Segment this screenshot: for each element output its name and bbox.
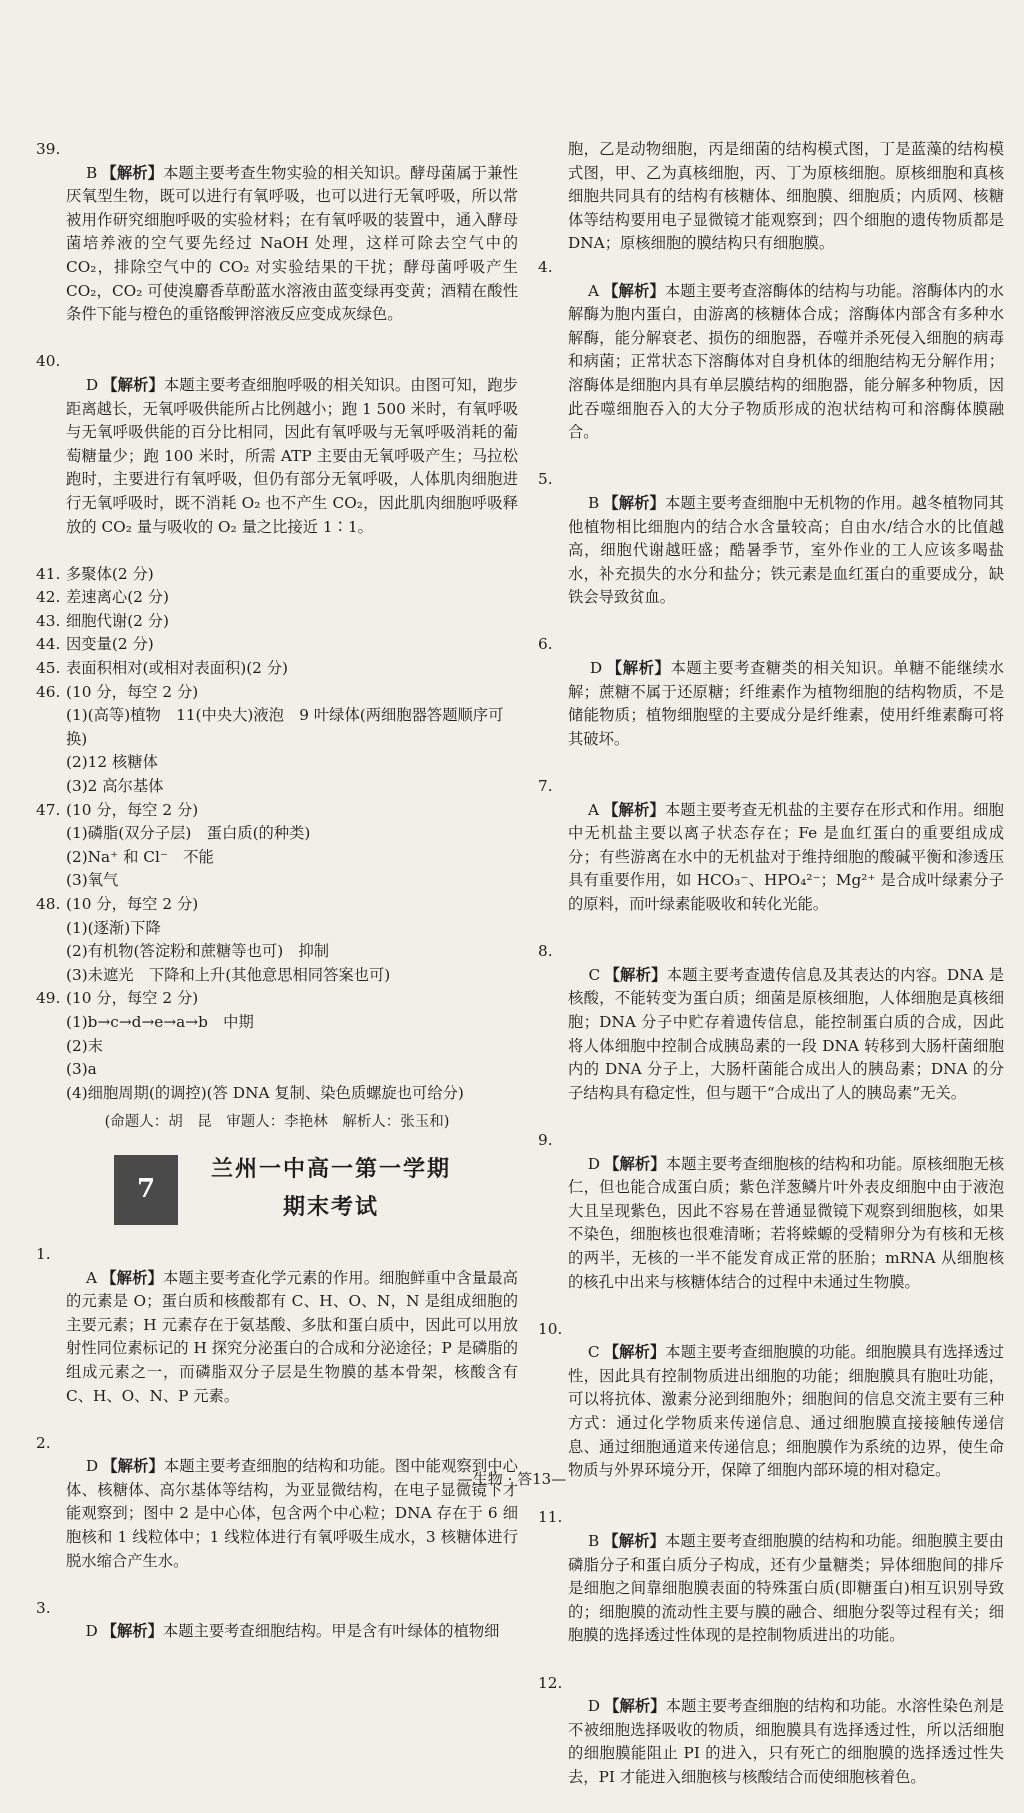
- answer-39: [36, 138, 523, 350]
- item-number: 47.: [36, 800, 61, 819]
- answer-5: [538, 468, 1004, 633]
- analysis-tag: 【解析】: [606, 659, 671, 678]
- item-number: 12.: [538, 1673, 563, 1692]
- answer-12: [538, 1672, 1004, 1813]
- item-answer: C: [588, 965, 601, 984]
- item-answer: C: [587, 1343, 600, 1362]
- credits-line: (命题人：胡 昆 审题人：李艳林 解析人：张玉和): [104, 1114, 450, 1131]
- sub-answer: (3)a: [66, 1060, 97, 1079]
- sub-answer: (3)未遮光 下降和上升(其他意思相同答案也可): [66, 965, 391, 984]
- score-note: (10 分，每空 2 分): [66, 989, 199, 1008]
- item-number: 6.: [538, 635, 553, 654]
- item-number: 40.: [36, 352, 61, 371]
- analysis-text: 本题主要考查细胞的结构和功能。图中能观察到中心体、核糖体、高尔基体等结构，为亚显微结构，在电子显微镜下才能观察到；图中 2 是中心体，包含两个中心粒；DNA 存在于 6 细胞核和 1 线粒体中；1 线粒体进行有氧呼吸生成水，3 核糖体进行脱水缩合产生水。: [66, 1457, 518, 1570]
- item-number: 8.: [538, 942, 553, 961]
- answer-42: [36, 586, 518, 610]
- analysis-text: 本题主要考查细胞呼吸的相关知识。由图可知，跑步距离越长，无氧呼吸供能所占比例越小；跑 1 500 米时，有氧呼吸与无氧呼吸供能的百分比相同，因此有氧呼吸与无氧呼吸消耗的葡萄糖量少；跑 100 米时，所需 ATP 主要由无氧呼吸产生；马拉松跑时，主要进行有氧呼吸，但仍有部分无氧呼吸，人体肌肉细胞进行无氧呼吸时，既不消耗 O₂ 也不产生 CO₂，因此肌肉细胞呼吸释放的 CO₂ 量与吸收的 O₂ 量之比接近 1∶1。: [66, 375, 518, 536]
- analysis-text: 本题主要考查细胞结构。甲是含有叶绿体的植物细: [162, 1622, 500, 1641]
- item-number: 43.: [36, 611, 61, 630]
- item-number: 41.: [36, 564, 61, 583]
- item-number: 42.: [36, 588, 61, 607]
- item-answer: B: [587, 1532, 600, 1551]
- item-answer: D: [85, 1457, 99, 1476]
- answer-text: 表面积相对(或相对表面积)(2 分): [66, 659, 289, 678]
- item-answer: D: [589, 659, 603, 678]
- analysis-text: 本题主要考查遗传信息及其表达的内容。DNA 是核酸，不能转变为蛋白质；细菌是原核细胞，人体细胞是真核细胞；DNA 分子中贮存着遗传信息，能控制蛋白质的合成，因此将人体细胞中控制合成胰岛素的一段 DNA 转移到大肠杆菌细胞内的 DNA 分子上，大肠杆菌能合成出人的胰岛素；DNA 的分子结构具有稳定性，但与题干“合成出了人的胰岛素”无关。: [568, 965, 1004, 1102]
- sub-answer: (2)有机物(答淀粉和蔗糖等也可) 抑制: [66, 942, 330, 961]
- item-answer: A: [587, 800, 600, 819]
- item-number: 2.: [36, 1433, 51, 1452]
- score-note: (10 分，每空 2 分): [66, 682, 199, 701]
- answer-45: [36, 657, 518, 681]
- answer-40: [36, 350, 518, 562]
- item-answer: B: [587, 493, 600, 512]
- item-answer: D: [85, 1622, 98, 1641]
- answer-8: [538, 940, 1004, 1129]
- answer-4: [538, 256, 1004, 468]
- answer-44: [36, 633, 518, 657]
- right-column: [538, 138, 1009, 1813]
- item-number: 9.: [538, 1130, 553, 1149]
- sub-answer: (3)2 高尔基体: [66, 777, 164, 796]
- score-note: (10 分，每空 2 分): [66, 800, 199, 819]
- analysis-tag: 【解析】: [603, 800, 665, 819]
- item-number: 45.: [36, 659, 61, 678]
- section-banner: [36, 1147, 518, 1233]
- item-number: 11.: [538, 1508, 563, 1527]
- answer-text: 多聚体(2 分): [66, 564, 154, 583]
- sub-answer: (2)12 核糖体: [66, 753, 158, 772]
- item-answer: D: [587, 1154, 601, 1173]
- answer-9: [538, 1129, 1004, 1318]
- sub-answer: (1)(高等)植物 11(中央大)液泡 9 叶绿体(两细胞器答题顺序可换): [66, 706, 504, 748]
- item-number: 39.: [36, 140, 61, 158]
- analysis-tag: 【解析】: [603, 281, 665, 300]
- item-number: 3.: [36, 1598, 51, 1617]
- analysis-tag: 【解析】: [604, 1697, 666, 1716]
- item-number: 5.: [538, 470, 553, 489]
- item-number: 7.: [538, 777, 553, 796]
- answer-3-continued: [538, 138, 1009, 256]
- item-answer: B: [86, 163, 98, 182]
- answer-text: 差速离心(2 分): [66, 588, 170, 607]
- page-footer: —生物 · 答13—: [457, 1470, 567, 1488]
- item-answer: D: [587, 1697, 601, 1716]
- analysis-tag: 【解析】: [603, 1532, 665, 1551]
- sub-answer: (1)b→c→d→e→a→b 中期: [66, 1012, 254, 1031]
- sub-answer: (2)末: [66, 1036, 103, 1055]
- left-column: [36, 138, 523, 1668]
- analysis-text: 本题主要考查化学元素的作用。细胞鲜重中含量最高的元素是 O；蛋白质和核酸都有 C、H、O、N，N 是组成细胞的主要元素；H 元素存在于氨基酸、多肽和蛋白质中，因此可以用放射性同位素标记的 H 探究分泌蛋白的合成和分泌途径；P 是磷脂的组成元素之一，而磷脂双分子层是生物膜的基本骨架，核酸含有 C、H、O、N、P 元素。: [66, 1268, 523, 1405]
- section-title-line1: 兰州一中高一第一学期: [210, 1156, 451, 1182]
- analysis-tag: 【解析】: [101, 1268, 163, 1287]
- section-title-line2: 期末考试: [282, 1194, 379, 1220]
- item-number: 49.: [36, 989, 61, 1008]
- analysis-tag: 【解析】: [102, 1457, 164, 1476]
- item-answer: A: [587, 281, 600, 300]
- analysis-text: 本题主要考查糖类的相关知识。单糖不能继续水解；蔗糖不属于还原糖；纤维素作为植物细胞的结构物质，不是储能物质；植物细胞壁的主要成分是纤维素，使用纤维素酶可将其破坏。: [568, 659, 1004, 748]
- item-number: 1.: [36, 1244, 51, 1263]
- analysis-text: 本题主要考查无机盐的主要存在形式和作用。细胞中无机盐主要以离子状态存在；Fe 是血红蛋白的重要组成成分；有些游离在水中的无机盐对于维持细胞的酸碱平衡和渗透压具有重要作用，如 HCO₃⁻、HPO₄²⁻；Mg²⁺ 是合成叶绿素分子的原料，而叶绿素能吸收和转化光能。: [568, 800, 1004, 913]
- answer-3: [36, 1597, 518, 1668]
- analysis-text: 本题主要考查溶酶体的结构与功能。溶酶体内的水解酶为胞内蛋白，由游离的核糖体合成；溶酶体内部含有多种水解酶，能分解衰老、损伤的细胞器，吞噬并杀死侵入细胞的病毒和病菌；正常状态下溶酶体对自身机体的细胞结构无分解作用；溶酶体是细胞内具有单层膜结构的细胞器，能分解多种物质，因此吞噬细胞吞入的大分子物质形成的泡状结构可和溶酶体膜融合。: [568, 281, 1004, 442]
- analysis-tag: 【解析】: [101, 163, 164, 182]
- item-number: 10.: [538, 1319, 563, 1338]
- analysis-tag: 【解析】: [603, 1343, 666, 1362]
- analysis-tag: 【解析】: [102, 375, 164, 394]
- analysis-text: 本题主要考查细胞膜的功能。细胞膜具有选择透过性，因此具有控制物质进出细胞的功能；细胞膜具有胞吐功能，可以将抗体、激素分泌到细胞外；细胞间的信息交流主要有三种方式：通过化学物质来传递信息、通过细胞膜直接接触传递信息、通过细胞通道来传递信息；细胞膜作为系统的边界，使生命物质与外界环境分开，保障了细胞内部环境的相对稳定。: [568, 1343, 1004, 1480]
- sub-answer: (2)Na⁺ 和 Cl⁻ 不能: [66, 847, 214, 866]
- answer-text: 细胞代谢(2 分): [66, 611, 170, 630]
- answer-46: [36, 681, 518, 705]
- answer-11: [538, 1506, 1004, 1671]
- section-number-badge: 7: [114, 1155, 178, 1225]
- analysis-text: 本题主要考查细胞核的结构和功能。原核细胞无核仁，但也能合成蛋白质；紫色洋葱鳞片叶外表皮细胞中由于液泡大且呈现紫色，因此不容易在普通显微镜下观察到细胞核，如果不染色，细胞核也很难清晰；若将蝾螈的受精卵分为有核和无核的两半，无核的一半不能发育成正常的胚胎；mRNA 从细胞核的核孔中出来与核糖体结合的过程中未通过生物膜。: [568, 1154, 1004, 1291]
- score-note: (10 分，每空 2 分): [66, 895, 199, 913]
- sub-answer: (4)细胞周期(的调控)(答 DNA 复制、染色质螺旋也可给分): [66, 1083, 464, 1102]
- analysis-text: 本题主要考查生物实验的相关知识。酵母菌属于兼性厌氧型生物，既可以进行有氧呼吸，也可以进行无氧呼吸，所以常被用作研究细胞呼吸的实验材料；在有氧呼吸的装置中，通入酵母菌培养液的空气要先经过 NaOH 处理，这样可除去空气中的 CO₂，排除空气中的 CO₂ 对实验结果的干扰；酵母菌呼吸产生 CO₂，CO₂ 可使溴麝香草酚蓝水溶液由蓝变绿再变黄；酒精在酸性条件下能与橙色的重铬酸钾溶液反应变成灰绿色。: [66, 163, 523, 324]
- item-number: 46.: [36, 682, 61, 701]
- item-number: 44.: [36, 635, 61, 654]
- answer-43: [36, 610, 518, 634]
- item-answer: D: [85, 375, 99, 394]
- sub-answer: (3)氧气: [66, 871, 119, 890]
- answer-2: [36, 1432, 518, 1597]
- answer-text: 因变量(2 分): [66, 635, 154, 654]
- item-number: 4.: [538, 257, 553, 276]
- analysis-text: 本题主要考查细胞的结构和功能。水溶性染色剂是不被细胞选择吸收的物质，细胞膜具有选择透过性，所以活细胞的细胞膜能阻止 PI 的进入，只有死亡的细胞膜的选择透过性失去，PI 才能进入细胞核与核酸结合而使细胞核着色。: [568, 1697, 1004, 1786]
- sub-answer: (1)(逐渐)下降: [66, 918, 161, 937]
- sub-answer: (1)磷脂(双分子层) 蛋白质(的种类): [66, 824, 311, 843]
- answer-48: [36, 893, 518, 917]
- answer-6: [538, 633, 1004, 775]
- item-answer: A: [86, 1268, 98, 1287]
- analysis-tag: 【解析】: [603, 493, 665, 512]
- analysis-tag: 【解析】: [604, 965, 667, 984]
- answer-1: [36, 1243, 523, 1432]
- section-title: [186, 1151, 476, 1227]
- answer-7: [538, 775, 1004, 940]
- item-number: 48.: [36, 895, 61, 913]
- answer-41: [36, 563, 518, 587]
- analysis-tag: 【解析】: [101, 1622, 163, 1641]
- answer-49: [36, 987, 518, 1011]
- analysis-text: 本题主要考查细胞中无机物的作用。越冬植物同其他植物相比细胞内的结合水含量较高；自由水/结合水的比值越高，细胞代谢越旺盛；酷暑季节，室外作业的工人应该多喝盐水，补充损失的水分和盐分；铁元素是血红蛋白的重要成分，缺铁会导致贫血。: [568, 493, 1004, 607]
- analysis-text: 本题主要考查细胞膜的结构和功能。细胞膜主要由磷脂分子和蛋白质分子构成，还有少量糖类；异体细胞间的排斥是细胞之间靠细胞膜表面的特殊蛋白质(即糖蛋白)相互识别导致的；细胞膜的流动性主要与膜的融合、细胞分裂等过程有关；细胞膜的选择透过性体现的是控制物质进出的功能。: [568, 1532, 1004, 1645]
- analysis-text: 胞，乙是动物细胞，丙是细菌的结构模式图，丁是蓝藻的结构模式图，甲、乙为真核细胞，丙、丁为原核细胞。原核细胞和真核细胞共同具有的结构有核糖体、细胞膜、细胞质；内质网、核糖体等结构要用电子显微镜才能观察到；四个细胞的遗传物质都是 DNA；原核细胞的膜结构只有细胞膜。: [568, 140, 1009, 253]
- answer-47: [36, 799, 518, 823]
- analysis-tag: 【解析】: [604, 1154, 666, 1173]
